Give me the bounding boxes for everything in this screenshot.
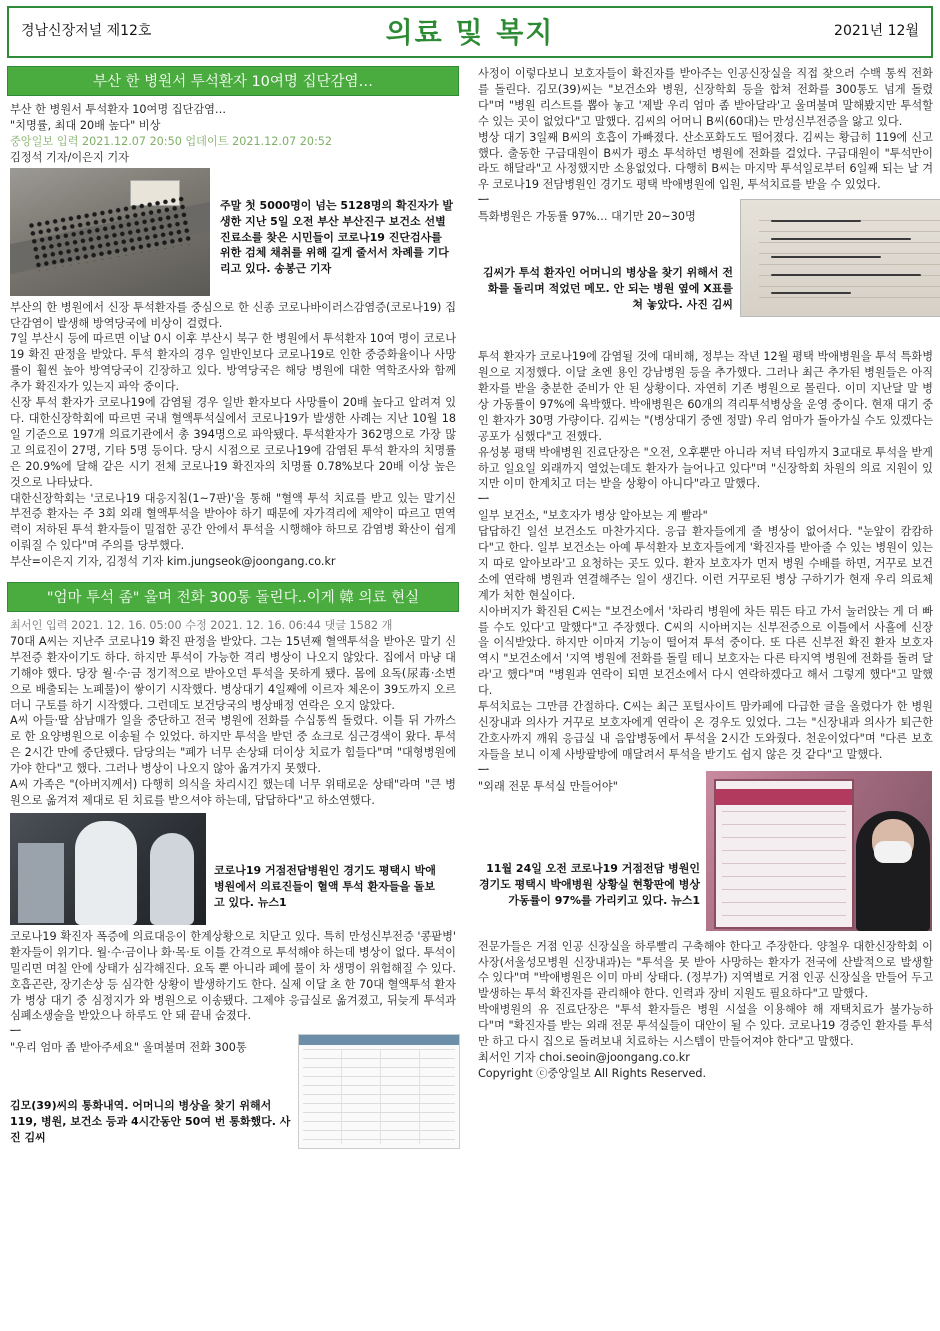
- medical-photo-caption: 코로나19 거점전담병원인 경기도 평택시 박애병원에서 의료진들이 혈액 투석 환자들을 돌보고 있다. 뉴스1: [214, 863, 436, 909]
- article1-headline: 부산 한 병원서 투석환자 10여명 집단감염…: [10, 103, 227, 116]
- right-paragraph: 답답하긴 일선 보건소도 마찬가지다. 응급 환자들에게 줄 병상이 없어서다. "눈앞이 캄캄하다"고 한다. 일부 보건소는 아예 투석환자 보호자들에게 '확진자를 받아줄 수 있는 병원이 있는지 따로 알아보라'고 요청하는 곳도 있다. 환자 보호자가 먼저 병원 수배를 하면, 거꾸로 보건소에 연락해 병원과 연결해주는 일이 생긴다. 이런 거꾸로된 병상 구하기가 현재 우리 의료체계가 처한 현실이다.: [478, 525, 933, 602]
- section-dash: ㅡ: [10, 1025, 21, 1039]
- right-paragraph: 박애병원의 유 진료단장은 "투석 환자들은 병원 시설을 이용해야 해 재택치료가 불가능하다"며 "확진자를 받는 외래 전문 투석실들이 대안이 될 수 있다. 코로나19 경증인 환자를 투석만 하고 다시 집으로 돌려보내 치료하는 시스템이 만들어져야 한다"고 말했다.: [478, 1003, 933, 1049]
- right-subheading: 특화병원은 가동률 97%… 대기만 20~30명: [478, 210, 696, 224]
- issue-date: 2021년 12월: [834, 23, 919, 39]
- left-column: [7, 66, 459, 1152]
- medical-staff-photo: [10, 813, 206, 925]
- crowd-photo-caption: 주말 첫 5000명이 넘는 5128명의 확진자가 발생한 지난 5일 오전 부산 부산진구 보건소 선별진료소를 찾은 시민들이 코로나19 진단검사를 위한 검체 채취를 위해 길게 줄서서 차례를 기다리고 있다. 송봉근 기자: [220, 198, 453, 276]
- article1-dateline: 중앙일보 입력 2021.12.07 20:50 업데이트 2021.12.07 20:52: [10, 134, 332, 148]
- article1-paragraph: 신장 투석 환자가 코로나19에 감염될 경우 일반 환자보다 사망률이 20배 높다고 알려져 있다. 대한신장학회에 따르면 국내 혈액투석실에서 코로나19가 발생한 사례는 지난 10월 18일 기준으로 197개 의료기관에서 총 394명으로 파악됐다. 투석환자가 362명으로 가장 많고 의료진이 27명, 기타 5명 등이다. 당시 시점으로 코로나19에 감염된 투석 환자의 치명률은 20.9%에 달해 같은 시기 전체 코로나19 확진자의 치명률 0.78%보다 20배 이상 높은 것으로 나타났다.: [10, 396, 456, 489]
- article1-banner: 부산 한 병원서 투석환자 10여명 집단감염…: [7, 66, 459, 96]
- section-dash: ㅡ: [478, 493, 489, 507]
- page-header: [7, 6, 933, 58]
- article1-paragraph: 대한신장학회는 '코로나19 대응지침(1~7판)'을 통해 "혈액 투석 치료를 받고 있는 말기신부전증 환자는 주 3회 외래 혈액투석을 받아야 하기 때문에 자가격리에 제약이 따르고 면역력이 저하된 투석 환자들이 밀접한 공간 안에서 투석을 시행해야 하므로 감염병 확산이 쉽게 이뤄질 수 있다"며 주의를 당부했다.: [10, 491, 456, 553]
- article2-paragraph: A씨 가족은 "(아버지께서) 다행히 의식을 차리시긴 했는데 너무 위태로운 상태"라며 "큰 병원으로 옮겨져 제대로 된 치료를 받으셔야 하는데, 답답하다"고 하소연했다.: [10, 778, 456, 807]
- article1-subhead: "치명률, 최대 20배 높다" 비상: [10, 118, 161, 132]
- right-subheading: 일부 보건소, "보호자가 병상 알아보는 게 빨라": [478, 509, 708, 523]
- crowd-photo: [10, 168, 210, 296]
- article2-banner: "엄마 투석 좀" 울며 전화 300통 돌린다..이게 韓 의료 현실: [7, 582, 459, 612]
- journal-issue: 경남신장저널 제12호: [21, 23, 152, 39]
- copyright-line: Copyright ⓒ중앙일보 All Rights Reserved.: [478, 1066, 707, 1080]
- article1-paragraph: 7일 부산시 등에 따르면 이날 0시 이후 부산시 북구 한 병원에서 투석환자 10여 명이 코로나19 확진 판정을 받았다. 투석 환자의 경우 일반인보다 코로나19로 인한 중증화율이나 사망률이 훨씬 높아 방역당국이 긴장하고 있다. 방역당국은 해당 병원에 대한 역학조사와 함께 추가 확진자가 있는지 파악 중이다.: [10, 332, 456, 394]
- status-board-photo: [706, 771, 932, 931]
- section-dash: ㅡ: [478, 763, 489, 777]
- right-subheading: "외래 전문 투석실 만들어야": [478, 779, 618, 793]
- right-paragraph: 사정이 이렇다보니 보호자들이 확진자를 받아주는 인공신장실을 직접 찾으러 수백 통씩 전화를 돌린다. 김모(39)씨는 "보건소와 병원, 신장학회 등을 합쳐 전화를 300통도 넘게 돌렸다"며 "병원 리스트를 뽑아 놓고 '제발 우리 엄마 좀 받아달라'고 울며불며 말해봤지만 투석할 수 있는 곳이 없었다"고 말했다. 김씨의 어머니 B씨(60대)는 만성신부전증을 앓고 있다.: [478, 67, 933, 128]
- call-log-caption: 김모(39)씨의 통화내역. 어머니의 병상을 찾기 위해서 119, 병원, 보건소 등과 4시간동안 50여 번 통화했다. 사진 김씨: [10, 1099, 291, 1145]
- article2-dateline: 최서인 입력 2021. 12. 16. 05:00 수정 2021. 12. 16. 06:44 댓글 1582 개: [10, 619, 393, 633]
- right-paragraph: 시아버지가 확진된 C씨는 "보건소에서 '차라리 병원에 차든 뭐든 타고 가서 눌러앉는 게 더 빠를 수도 있다'고 말했다"고 주장했다. C씨의 시아버지는 신부전증으로 이틀에서 사흘에 신장을 이식받았다. 하지만 이마저 기능이 떨어져 투석 중이다. 또 다른 신부전 확진 환자 보호자 역시 "보건소에서 '지역 병원에 전화를 돌릴 테니 보호자는 다른 타지역 병원에 전화를 돌려 달라'고 했다"며 "병원과 연락이 되면 보건소에서 다시 연락하겠다고 해서 그렇게 했다"고 말했다.: [478, 604, 933, 698]
- article2-subheading: "우리 엄마 좀 받아주세요" 울며불며 전화 300통: [10, 1041, 247, 1055]
- section-dash: ㅡ: [478, 194, 489, 208]
- article1-byline: 김정석 기자/이은지 기자: [10, 150, 129, 164]
- right-paragraph: 유성봉 평택 박애병원 진료단장은 "오전, 오후뿐만 아니라 저녁 타임까지 3교대로 투석을 받게 하고 일요일 외래까지 열었는데도 환자가 늘어나고 있다"며 "신장학회 차원의 의료 지원이 있지만 이미 한계치고 더는 받을 상황이 아니다"라고 말했다.: [478, 445, 933, 491]
- memo-photo: [740, 199, 940, 317]
- article2-paragraph: A씨 아들·딸 삼남매가 일을 중단하고 전국 병원에 전화를 수십통씩 돌렸다. 이틀 뒤 가까스로 한 요양병원으로 이송될 수 있었다. 하지만 투석을 받던 중 쇼크로 심근경색이 왔다. 투석은 2시간 만에 중단됐다. 담당의는 "폐가 너무 손상돼 더이상 치료가 힘들다"며 "대형병원에 가야 한다"고 했다. 그러나 병상이 나오지 않아 옮겨가지 못했다.: [10, 714, 456, 776]
- author-credit: 최서인 기자 choi.seoin@joongang.co.kr: [478, 1050, 690, 1064]
- article1-paragraph: 부산의 한 병원에서 신장 투석환자를 중심으로 한 신종 코로나바이러스감염증(코로나19) 집단감염이 발생해 방역당국에 비상이 걸렸다.: [10, 300, 456, 330]
- call-log-image: [298, 1034, 460, 1149]
- article2-paragraph: 70대 A씨는 지난주 코로나19 확진 판정을 받았다. 그는 15년째 혈액투석을 받아온 말기 신부전증 환자이기도 하다. 하지만 투석이 가능한 격리 병상이 나오지 않았다. 집에서 마냥 대기해야 했다. 당장 월·수·금 정기적으로 받아오던 투석을 못하게 됐다. 몸에 요독(尿毒·소변으로 배출되는 노폐물)이 쌓이기 시작했다. 병상대기 4일째에 이르자 체온이 39도까지 오르더니 구토를 하기 시작했다. 그런데도 보건당국의 병상배정 연락은 오지 않았다.: [10, 634, 456, 712]
- page-title: 의료 및 복지: [385, 16, 555, 49]
- board-caption: 11월 24일 오전 코로나19 거점전담 병원인 경기도 평택시 박애병원 상황실 현황판에 병상가동률이 97%를 가리키고 있다. 뉴스1: [478, 861, 700, 907]
- article1-credit: 부산=이은지 기자, 김정석 기자 kim.jungseok@joongang.co.kr: [10, 555, 336, 569]
- right-paragraph: 전문가들은 거점 인공 신장실을 하루빨리 구축해야 한다고 주장한다. 양철우 대한신장학회 이사장(서울성모병원 신장내과)는 "투석을 못 받아 사망하는 환자가 전국에 산발적으로 발생할 수 있다"며 "박애병원은 이미 마비 상태다. (정부가) 지역별로 거점 인공 신장실을 만들어 두고 발생하는 투석 확진자를 관리해야 한다. 인력과 장비 지원도 필요하다"고 말했다.: [478, 939, 933, 1001]
- article2-paragraph: 코로나19 확진자 폭증에 의료대응이 한계상황으로 치닫고 있다. 특히 만성신부전증 '콩팥병' 환자들이 위기다. 월·수·금이나 화·목·토 이틀 간격으로 투석해야 하는데 병상이 없다. 투석이 밀리면 며칠 안에 상태가 심각해진다. 요독 뿐 아니라 폐에 물이 차 생명이 위험해질 수 있다. 호흡곤란, 장기손상 등 심각한 상황이 발생하기도 한다. 실제 이달 초 한 70대 혈액투석 환자가 병상 대기 중 심정지가 와 병원으로 이송됐다. 그제야 응급실로 옮겨졌고, 뒤늦게 투석과 심폐소생술을 받았으나 하루도 안 돼 끝내 숨졌다.: [10, 929, 456, 1023]
- right-paragraph: 병상 대기 3일째 B씨의 호흡이 가빠졌다. 산소포화도도 떨어졌다. 김씨는 황급히 119에 신고했다. 출동한 구급대원이 B씨가 평소 투석하던 병원에 전화를 걸었다. 구급대원이 "투석만이라도 해달라"고 사정했지만 소용없었다. 다행히 B씨는 마지막 투석일로부터 6일째 되는 날 겨우 코로나19 전담병원인 경기도 평택 박애병원에 입원, 투석치료를 받을 수 있었다.: [478, 130, 933, 192]
- right-paragraph: 투석치료는 그만큼 간절하다. C씨는 최근 포털사이트 맘카페에 다급한 글을 올렸다가 한 병원 신장내과 의사가 거꾸로 보호자에게 연락이 온 경우도 있었다. 그는 "신장내과 의사가 퇴근한 간호사까지 깨워 응급실 내 음압병동에서 투석을 2시간 도와줬다. 천운이었다"며 "다른 보호자들을 보니 이제 사방팔방에 매달려서 투석을 받기도 쉽지 않은 것 같다"고 말했다.: [478, 700, 933, 761]
- memo-caption: 김씨가 투석 환자인 어머니의 병상을 찾기 위해서 전화를 돌리며 적었던 메모. 안 되는 병원 옆에 X표를 쳐 놓았다. 사진 김씨: [483, 266, 733, 312]
- right-column: [478, 66, 933, 1082]
- right-paragraph: 투석 환자가 코로나19에 감염될 것에 대비해, 정부는 작년 12월 평택 박애병원을 투석 특화병원으로 지정했다. 이달 초엔 용인 강남병원 등을 추가했다. 그러나 최근 추가된 병원들은 아직 환자를 받을 충분한 준비가 안 된 상황이다. 자연히 기존 병원으로 몰린다. 이미 지난달 말 병상 가동률이 97%에 육박했다. 박애병원은 60개의 격리투석병상을 운영 중이다. 현재 대기 중인 환자가 30명 가량이다. 김씨는 "(병상대기 중엔 정말) 우리 엄마가 돌아가실 수도 있겠다는 공포가 심했다"고 전했다.: [478, 350, 933, 443]
